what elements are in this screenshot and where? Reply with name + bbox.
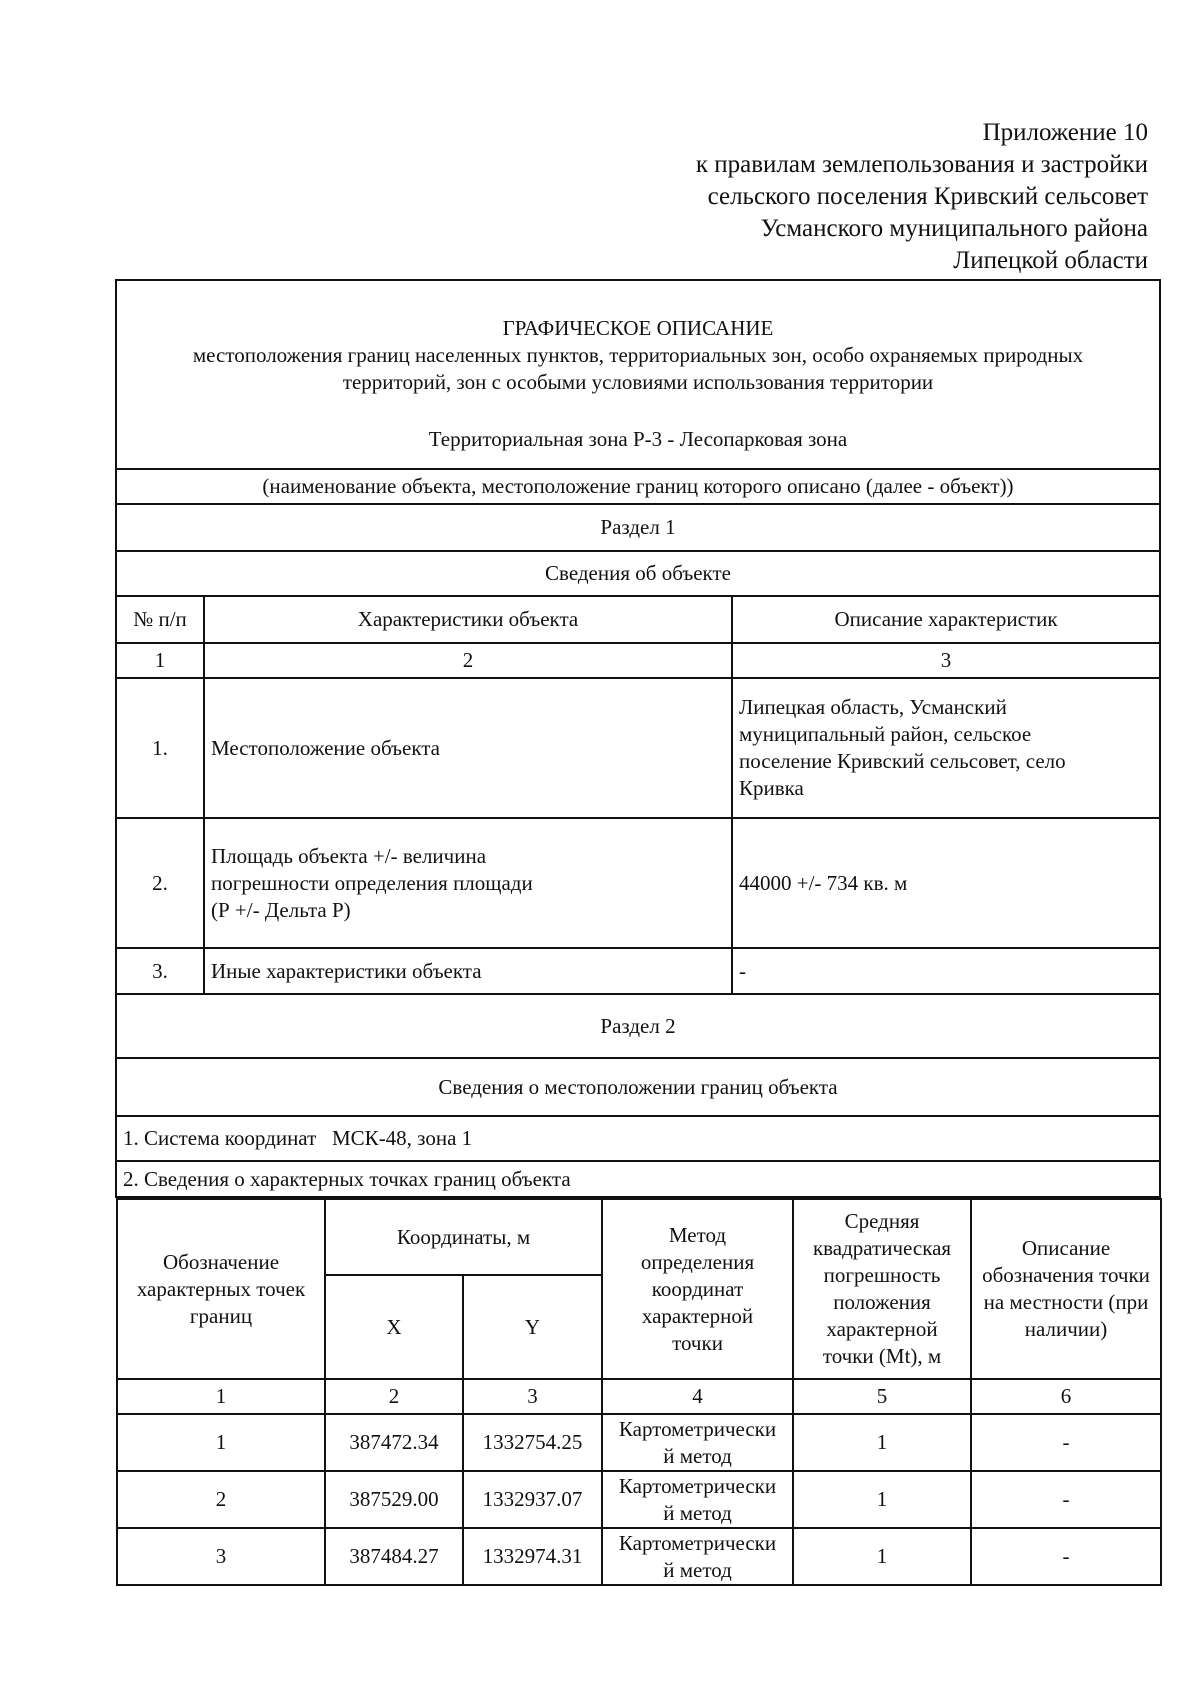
section1-title: Раздел 1	[116, 504, 1160, 551]
method-line: Картометрически	[618, 1473, 777, 1498]
appendix-region: Липецкой области	[953, 247, 1148, 274]
header-line: характерной	[826, 1317, 938, 1341]
header-line: обозначения точки	[982, 1263, 1150, 1287]
point-mt: 1	[793, 1471, 971, 1528]
header-method	[602, 1199, 793, 1379]
column-number-2: 2	[325, 1379, 463, 1414]
appendix-rules: к правилам землепользования и застройки	[695, 151, 1148, 178]
column-header-characteristic: Характеристики объекта	[204, 596, 732, 643]
header-designation	[117, 1199, 325, 1379]
point-method	[602, 1414, 793, 1471]
section2-title: Раздел 2	[116, 994, 1160, 1058]
header-line: точки	[672, 1330, 723, 1355]
points-heading: 2. Сведения о характерных точках границ объекта	[116, 1161, 1160, 1197]
description-line: поселение Кривский сельсовет, село	[739, 749, 1066, 773]
row-number: 2.	[116, 818, 204, 948]
header-line: наличии)	[1024, 1317, 1108, 1341]
row-description: -	[732, 948, 1160, 994]
column-header-description: Описание характеристик	[732, 596, 1160, 643]
row-characteristic	[204, 818, 732, 948]
header-line: погрешность	[823, 1263, 941, 1287]
point-desc: -	[971, 1471, 1161, 1528]
document-title-block	[116, 280, 1160, 469]
column-number-1: 1	[116, 643, 204, 678]
appendix-district: Усманского муниципального района	[760, 215, 1148, 242]
point-method	[602, 1471, 793, 1528]
header-line: точки (Mt), м	[822, 1344, 942, 1368]
points-table-container	[116, 1197, 1160, 1586]
description-line: Липецкая область, Усманский	[739, 695, 1007, 719]
header-coordinates: Координаты, м	[325, 1199, 602, 1275]
table-row	[116, 948, 1160, 994]
column-number-3: 3	[463, 1379, 602, 1414]
row-characteristic: Иные характеристики объекта	[204, 948, 732, 994]
column-header-number: № п/п	[116, 596, 204, 643]
point-mt: 1	[793, 1528, 971, 1585]
characteristic-line: (Р +/- Дельта Р)	[211, 897, 351, 922]
header-x: X	[325, 1275, 463, 1379]
table-row	[116, 678, 1160, 818]
coordinate-system: 1. Система координат МСК-48, зона 1	[116, 1116, 1160, 1161]
appendix-heading	[696, 117, 1148, 277]
row-description: 44000 +/- 734 кв. м	[732, 818, 1160, 948]
header-line: границ	[189, 1303, 253, 1328]
column-number-3: 3	[732, 643, 1160, 678]
column-number-6: 6	[971, 1379, 1161, 1414]
section2-subtitle: Сведения о местоположении границ объекта	[116, 1058, 1160, 1116]
point-mt: 1	[793, 1414, 971, 1471]
header-line: на местности (при	[983, 1290, 1149, 1314]
points-table	[116, 1198, 1162, 1586]
header-line: характерной	[641, 1303, 754, 1328]
column-number-1: 1	[117, 1379, 325, 1414]
point-id: 1	[117, 1414, 325, 1471]
header-line: характерных точек	[136, 1276, 306, 1301]
point-x: 387484.27	[325, 1528, 463, 1585]
zone-name: Территориальная зона Р-3 - Лесопарковая зона	[428, 427, 848, 451]
header-point-description	[971, 1199, 1161, 1379]
method-line: й метод	[663, 1557, 732, 1582]
zone-caption: (наименование объекта, местоположение границ которого описано (далее - объект))	[116, 469, 1160, 504]
row-description	[732, 678, 1160, 818]
point-desc: -	[971, 1414, 1161, 1471]
method-line: й метод	[663, 1500, 732, 1525]
point-x: 387472.34	[325, 1414, 463, 1471]
header-line: положения	[833, 1290, 931, 1314]
document-subtitle-line1: местоположения границ населенных пунктов, территориальных зон, особо охраняемых природных	[192, 343, 1084, 367]
row-number: 1.	[116, 678, 204, 818]
point-id: 2	[117, 1471, 325, 1528]
document-subtitle-line2: территорий, зон с особыми условиями использования территории	[342, 370, 934, 394]
method-line: Картометрически	[618, 1416, 777, 1441]
point-method	[602, 1528, 793, 1585]
point-y: 1332974.31	[463, 1528, 602, 1585]
header-line: Средняя	[844, 1209, 920, 1233]
header-line: квадратическая	[812, 1236, 952, 1260]
method-line: Картометрически	[618, 1530, 777, 1555]
point-y: 1332754.25	[463, 1414, 602, 1471]
point-id: 3	[117, 1528, 325, 1585]
description-line: Кривка	[739, 776, 804, 800]
header-line: Обозначение	[162, 1249, 280, 1274]
appendix-number: Приложение 10	[982, 119, 1148, 146]
header-line: Описание	[1021, 1236, 1111, 1260]
appendix-settlement: сельского поселения Кривский сельсовет	[707, 183, 1148, 210]
header-line: определения	[640, 1249, 755, 1274]
point-y: 1332937.07	[463, 1471, 602, 1528]
graphic-description-table	[115, 279, 1161, 1586]
row-characteristic: Местоположение объекта	[204, 678, 732, 818]
header-error	[793, 1199, 971, 1379]
column-number-2: 2	[204, 643, 732, 678]
point-row	[117, 1414, 1161, 1471]
table-row	[116, 818, 1160, 948]
characteristic-line: Площадь объекта +/- величина	[211, 843, 487, 868]
row-number: 3.	[116, 948, 204, 994]
column-number-5: 5	[793, 1379, 971, 1414]
description-line: муниципальный район, сельское	[739, 722, 1032, 746]
section1-subtitle: Сведения об объекте	[116, 551, 1160, 596]
point-row	[117, 1528, 1161, 1585]
point-desc: -	[971, 1528, 1161, 1585]
header-line: Метод	[668, 1222, 727, 1247]
point-row	[117, 1471, 1161, 1528]
characteristic-line: погрешности определения площади	[211, 870, 533, 895]
document-title: ГРАФИЧЕСКОЕ ОПИСАНИЕ	[502, 316, 774, 340]
method-line: й метод	[663, 1443, 732, 1468]
header-line: координат	[651, 1276, 744, 1301]
point-x: 387529.00	[325, 1471, 463, 1528]
column-number-4: 4	[602, 1379, 793, 1414]
header-y: Y	[463, 1275, 602, 1379]
